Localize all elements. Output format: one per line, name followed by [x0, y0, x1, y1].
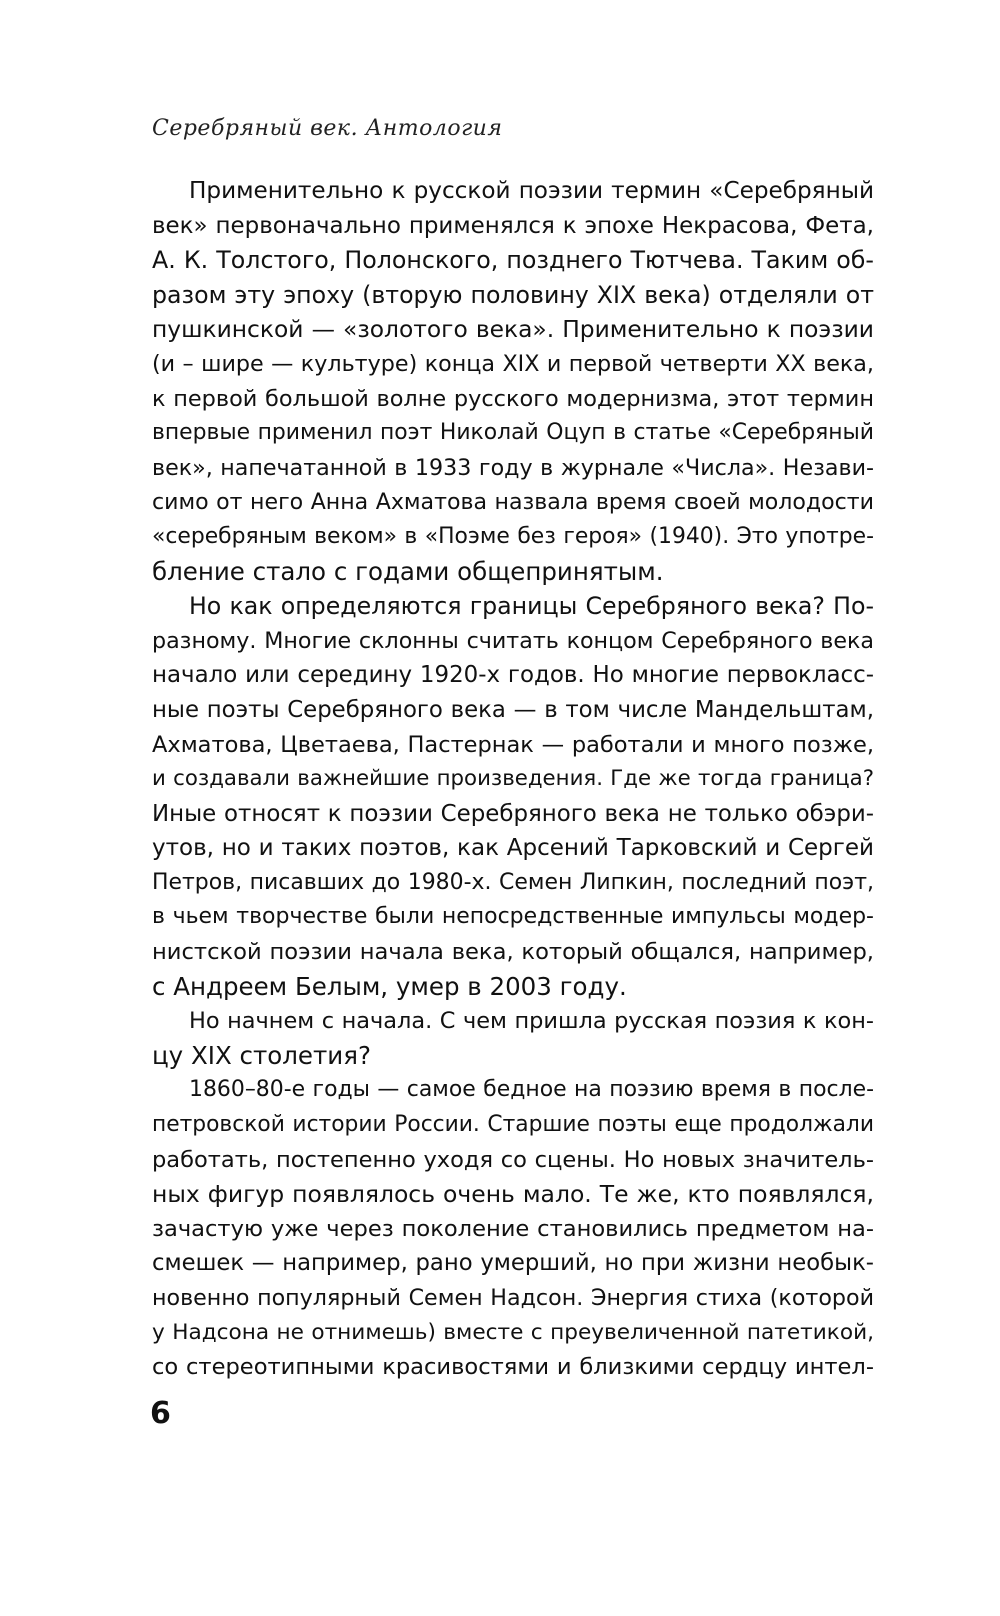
text-line: зачастую уже через поколение становились предметом на- [152, 1215, 874, 1242]
text-line: А. К. Толстого, Полонского, позднего Тютчева. Таким об- [152, 246, 874, 275]
text-line: Применительно к русской поэзии термин «Серебряный [189, 178, 874, 204]
text-line: век», напечатанной в 1933 году в журнале «Числа». Незави- [152, 454, 874, 481]
text-line: век» первоначально применялся к эпохе Некрасова, Фета, [152, 212, 874, 239]
text-line: разом эту эпоху (вторую половину XIX века) отделяли от [152, 280, 874, 309]
text-line: 1860–80-е годы — самое бедное на поэзию время в после- [189, 1077, 874, 1103]
text-line: «серебряным веком» в «Поэме без героя» (1940). Это употре- [152, 523, 874, 549]
paragraph-2 [152, 589, 874, 1004]
text-line: симо от него Анна Ахматова назвала время своей молодости [152, 489, 874, 516]
running-head: Серебряный век. Антология [152, 116, 503, 141]
paragraph-3 [152, 1004, 874, 1073]
text-line: Иные относят к поэзии Серебряного века не только обэри- [152, 800, 874, 827]
text-line: смешек — например, рано умерший, но при жизни необык- [152, 1250, 874, 1277]
body-text [152, 174, 874, 1385]
text-line: бление стало с годами общепринятым. [152, 556, 664, 586]
text-line: работать, постепенно уходя со сцены. Но новых значитель- [152, 1146, 874, 1173]
text-line: у Надсона не отнимешь) вместе с преувеличенной патетикой, [152, 1319, 874, 1345]
text-line: к первой большой волне русского модернизма, этот термин [152, 385, 874, 412]
text-line: в чьем творчестве были непосредственные импульсы модер- [152, 904, 874, 930]
text-line: с Андреем Белым, умер в 2003 году. [152, 971, 627, 1001]
text-line: новенно популярный Семен Надсон. Энергия стиха (которой [152, 1285, 874, 1311]
paragraph-1 [152, 174, 874, 589]
text-line: утов, но и таких поэтов, как Арсений Тарковский и Сергей [152, 835, 874, 862]
text-line: нистской поэзии начала века, который общался, например, [152, 939, 874, 966]
text-line: разному. Многие склонны считать концом Серебряного века [152, 627, 874, 654]
text-line: пушкинской — «золотого века». Применительно к поэзии [152, 315, 874, 344]
text-line: петровской истории России. Старшие поэты еще продолжали [152, 1112, 874, 1138]
text-line: Петров, писавших до 1980-х. Семен Липкин, последний поэт, [152, 869, 874, 895]
text-line: впервые применил поэт Николай Оцуп в статье «Серебряный [152, 420, 874, 446]
text-line: начало или середину 1920-х годов. Но многие первокласс- [152, 662, 874, 689]
text-line: и создавали важнейшие произведения. Где же тогда граница? [152, 766, 874, 792]
text-line: Но начнем с начала. С чем пришла русская поэзия к кон- [189, 1008, 874, 1035]
text-line: ные поэты Серебряного века — в том числе Мандельштам, [152, 696, 874, 723]
text-line: цу XIX столетия? [152, 1040, 371, 1070]
text-line: Но как определяются границы Серебряного века? По- [189, 592, 874, 621]
paragraph-4 [152, 1073, 874, 1384]
text-line: со стереотипными красивостями и близкими сердцу интел- [152, 1354, 874, 1381]
text-line: ных фигур появлялось очень мало. Те же, кто появлялся, [152, 1180, 874, 1209]
text-line: Ахматова, Цветаева, Пастернак — работали и много позже, [152, 731, 874, 758]
page-number: 6 [150, 1396, 171, 1431]
text-line: (и – шире — культуре) конца XIX и первой четверти XX века, [152, 350, 874, 377]
